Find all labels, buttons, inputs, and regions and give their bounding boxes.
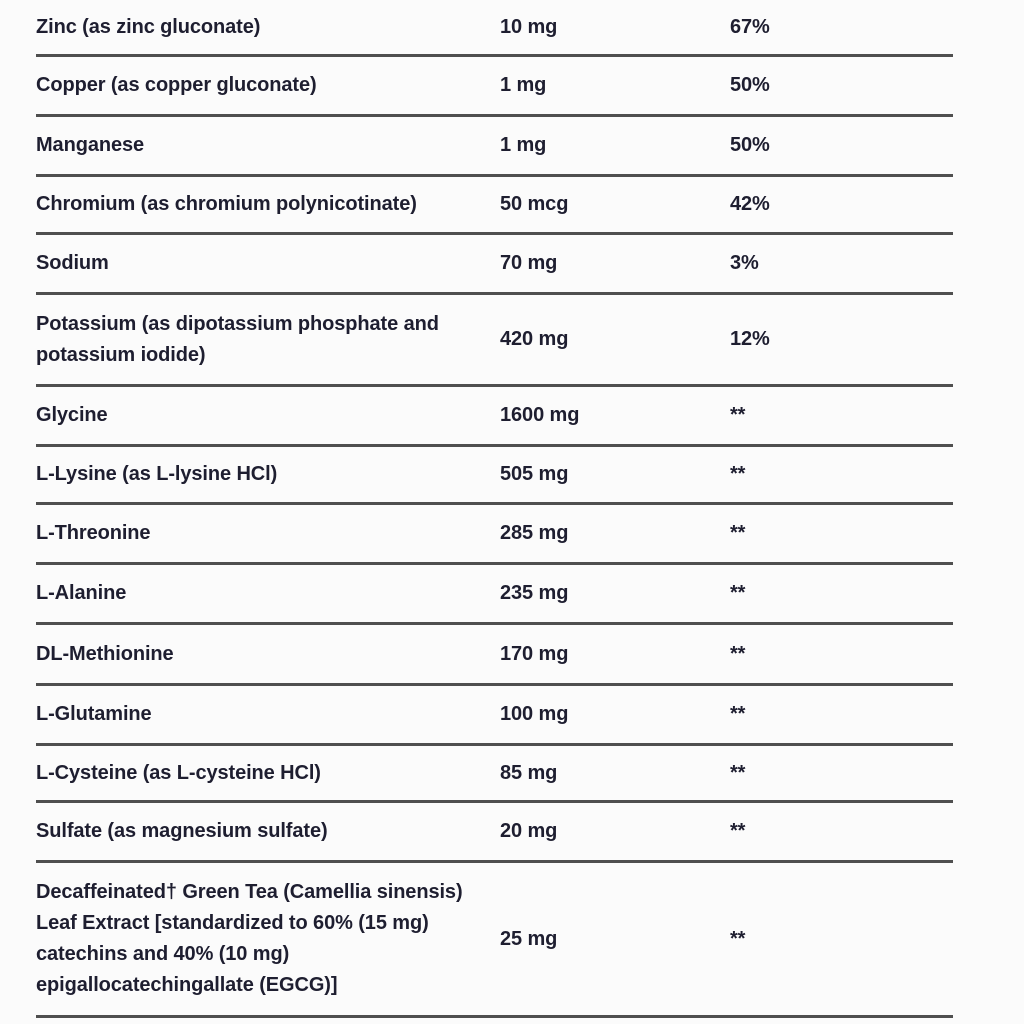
ingredient-amount: 20 mg [500, 820, 558, 842]
ingredient-amount: 25 mg [500, 927, 558, 950]
ingredient-amount: 170 mg [500, 642, 569, 665]
ingredient-name: Chromium (as chromium polynicotinate) [36, 193, 417, 215]
ingredient-name: L-Alanine [36, 582, 127, 604]
ingredient-daily-value: ** [730, 761, 746, 784]
ingredient-daily-value: 12% [730, 328, 770, 350]
table-row [36, 863, 953, 1018]
table-row [36, 803, 953, 863]
table-row [36, 295, 953, 387]
table-row [36, 387, 953, 447]
ingredient-daily-value: 3% [730, 252, 759, 274]
ingredient-amount: 235 mg [500, 582, 569, 604]
ingredient-daily-value: 50% [730, 74, 770, 96]
table-row [36, 686, 953, 746]
ingredient-daily-value: ** [730, 927, 746, 950]
ingredient-daily-value: ** [730, 820, 746, 842]
ingredient-amount: 70 mg [500, 252, 558, 274]
ingredient-name: Potassium (as dipotassium phosphate and potassium iodide) [36, 312, 439, 366]
ingredient-name: Glycine [36, 404, 108, 426]
ingredient-name: DL-Methionine [36, 642, 174, 665]
ingredient-daily-value: 50% [730, 134, 770, 156]
ingredient-name: Manganese [36, 134, 145, 156]
ingredient-amount: 50 mcg [500, 193, 569, 215]
ingredient-daily-value: ** [730, 582, 746, 604]
ingredient-amount: 1 mg [500, 134, 547, 156]
ingredient-amount: 420 mg [500, 328, 569, 350]
table-row [36, 235, 953, 295]
ingredient-name: L-Glutamine [36, 703, 152, 725]
ingredient-daily-value: ** [730, 703, 746, 725]
ingredient-name: Zinc (as zinc gluconate) [36, 15, 261, 38]
ingredient-daily-value: ** [730, 404, 746, 426]
ingredient-amount: 505 mg [500, 463, 569, 485]
ingredient-daily-value: 67% [730, 15, 770, 38]
table-row [36, 0, 953, 57]
table-row [36, 117, 953, 177]
ingredient-amount: 10 mg [500, 15, 558, 38]
ingredient-amount: 100 mg [500, 703, 569, 725]
table-row [36, 746, 953, 803]
ingredient-amount: 85 mg [500, 761, 558, 784]
ingredient-amount: 285 mg [500, 522, 569, 544]
table-row [36, 505, 953, 565]
table-row [36, 565, 953, 625]
ingredient-amount: 1600 mg [500, 404, 580, 426]
ingredient-daily-value: 42% [730, 193, 770, 215]
table-row [36, 57, 953, 117]
ingredient-name: Decaffeinated† Green Tea (Camellia sinensis) Leaf Extract [standardized to 60% (15 mg) catechins and 40% (10 mg) epigallocatechingallate (EGCG)] [36, 881, 463, 996]
ingredient-name: Sodium [36, 252, 109, 274]
supplement-facts-table [36, 0, 953, 1018]
ingredient-daily-value: ** [730, 522, 746, 544]
ingredient-name: L-Cysteine (as L-cysteine HCl) [36, 761, 321, 784]
ingredient-daily-value: ** [730, 642, 746, 665]
ingredient-name: Sulfate (as magnesium sulfate) [36, 820, 328, 842]
ingredient-name: L-Threonine [36, 522, 151, 544]
ingredient-name: Copper (as copper gluconate) [36, 74, 317, 96]
table-row [36, 625, 953, 686]
ingredient-daily-value: ** [730, 463, 746, 485]
table-row [36, 447, 953, 505]
table-row [36, 177, 953, 235]
ingredient-amount: 1 mg [500, 74, 547, 96]
ingredient-name: L-Lysine (as L-lysine HCl) [36, 463, 278, 485]
